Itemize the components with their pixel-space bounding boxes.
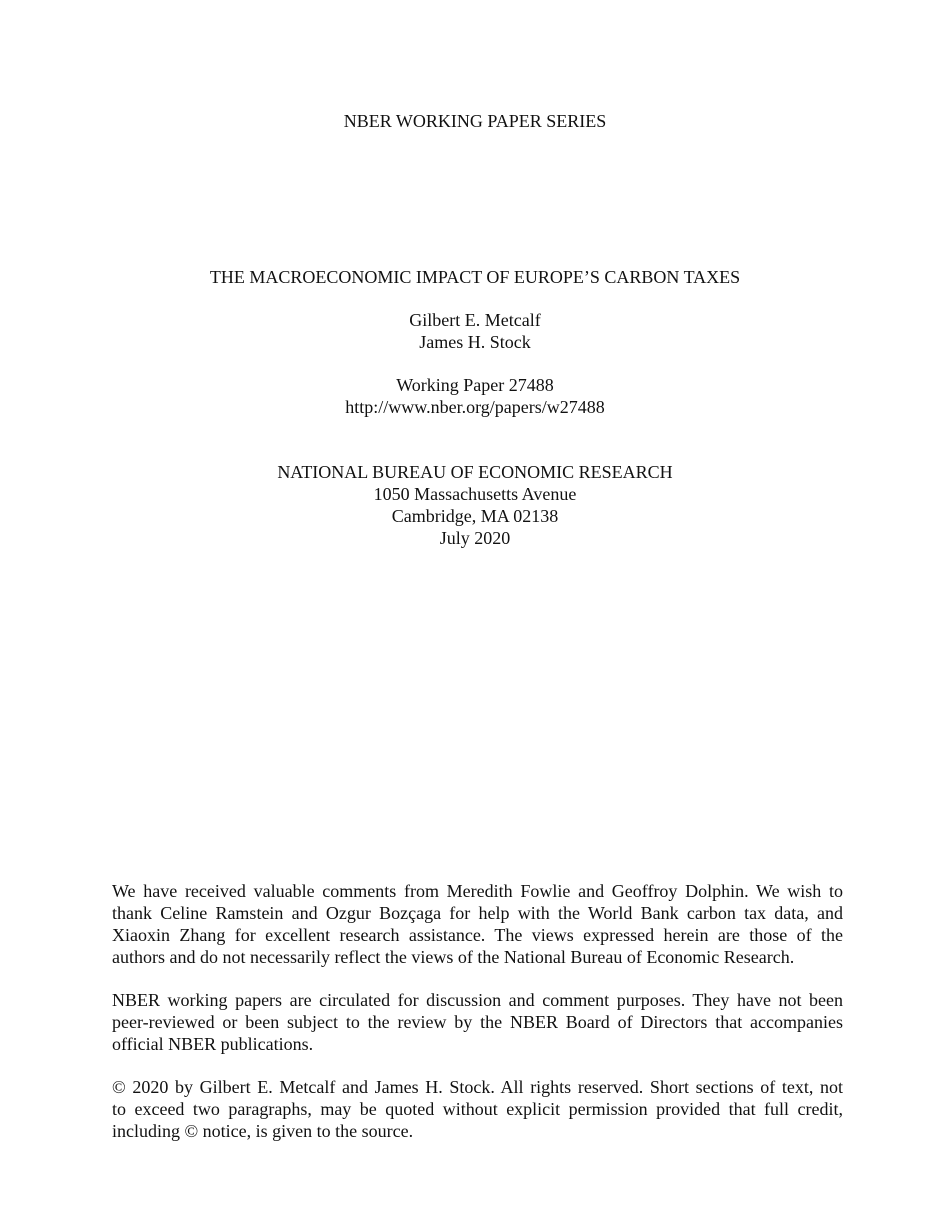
institution-address-street: 1050 Massachusetts Avenue [373,484,577,504]
institution-block [0,461,950,549]
paragraph-line: NBER working papers are circulated for discussion and comment purposes. They have not been [112,990,843,1010]
series-heading: NBER WORKING PAPER SERIES [343,111,607,131]
paragraph-line: authors and do not necessarily reflect the views of the National Bureau of Economic Research. [112,947,795,967]
paragraph-line: thank Celine Ramstein and Ozgur Bozçaga for help with the World Bank carbon tax data, and [112,903,843,923]
copyright-paragraph [112,1076,843,1142]
disclaimer-paragraph [112,989,843,1055]
paragraph-line: official NBER publications. [112,1034,314,1054]
paragraph-line: Xiaoxin Zhang for excellent research assistance. The views expressed herein are those of the [112,925,843,945]
working-paper-number: Working Paper 27488 [396,375,554,395]
institution-address-city: Cambridge, MA 02138 [391,506,559,526]
working-paper-info [0,374,950,418]
paper-title: THE MACROECONOMIC IMPACT OF EUROPE’S CARBON TAXES [209,267,741,287]
paragraph-line: including © notice, is given to the source. [112,1121,414,1141]
author-name: Gilbert E. Metcalf [409,310,541,330]
working-paper-url[interactable]: http://www.nber.org/papers/w27488 [345,397,605,417]
author-name: James H. Stock [419,332,531,352]
acknowledgments-paragraph [112,880,843,968]
paragraph-line: © 2020 by Gilbert E. Metcalf and James H. Stock. All rights reserved. Short sections of text, not [112,1077,843,1097]
institution-name: NATIONAL BUREAU OF ECONOMIC RESEARCH [277,462,673,482]
paragraph-line: to exceed two paragraphs, may be quoted without explicit permission provided that full credit, [112,1099,843,1119]
author-list [0,309,950,353]
publication-date: July 2020 [439,528,511,548]
paragraph-line: We have received valuable comments from Meredith Fowlie and Geoffroy Dolphin. We wish to [112,881,843,901]
paragraph-line: peer-reviewed or been subject to the review by the NBER Board of Directors that accompanies [112,1012,843,1032]
